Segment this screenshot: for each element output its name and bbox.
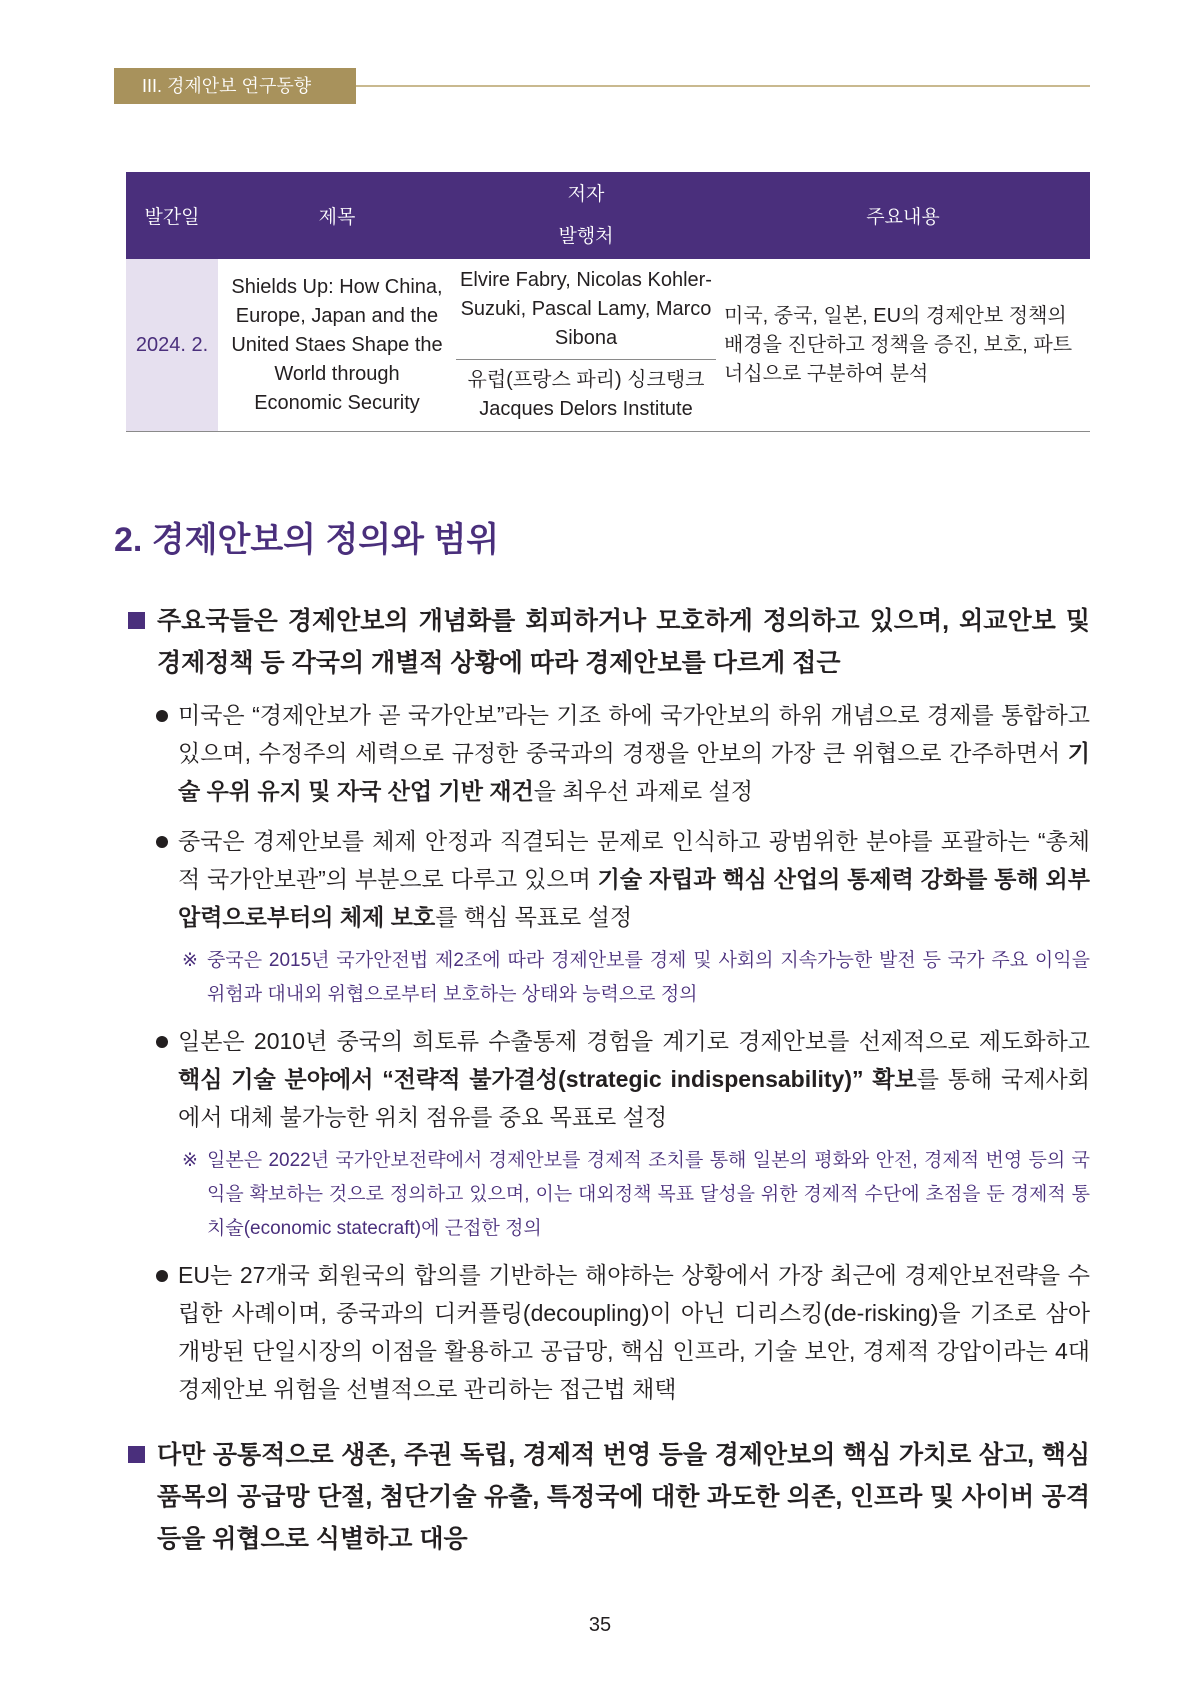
bullet-us-bold: 기술 우위 유지 및 자국 산업 기반 재건 <box>178 740 1090 804</box>
bullet-china-bold: 기술 자립과 핵심 산업의 통제력 강화를 통해 외부 압력으로부터의 체제 보호 <box>178 866 1090 930</box>
publication-table <box>126 172 1090 432</box>
header-divider <box>356 85 1090 87</box>
table-header-row <box>126 172 1090 259</box>
cell-author-publisher <box>456 259 716 432</box>
header-date: 발간일 <box>126 172 218 259</box>
cell-publisher-line1: 유럽(프랑스 파리) 싱크탱크 <box>467 369 705 391</box>
cell-date: 2024. 2. <box>126 259 218 432</box>
header-author-publisher <box>456 172 716 259</box>
section-header-tag: III. 경제안보 연구동향 <box>114 68 356 104</box>
key-point-2 <box>128 1434 1090 1560</box>
main-content <box>128 600 1090 1572</box>
header-title: 제목 <box>218 172 456 259</box>
page-number: 35 <box>588 1614 612 1636</box>
bullet-china-tail: 를 핵심 목표로 설정 <box>435 904 633 930</box>
reference-mark-icon: ※ <box>182 950 198 971</box>
circle-bullet-icon <box>156 1270 168 1282</box>
bullet-us-tail: 을 최우선 과제로 설정 <box>533 778 753 804</box>
cell-summary: 미국, 중국, 일본, EU의 경제안보 정책의 배경을 진단하고 정책을 증진, 보호, 파트너십으로 구분하여 분석 <box>716 259 1090 432</box>
circle-bullet-icon <box>156 710 168 722</box>
cell-publisher-line2: Jacques Delors Institute <box>479 398 693 420</box>
header-publisher: 발행처 <box>558 225 614 247</box>
cell-title: Shields Up: How China, Europe, Japan and the United Staes Shape the World through Economic Security <box>218 259 456 432</box>
bullet-us <box>128 696 1090 810</box>
note-japan <box>128 1144 1090 1246</box>
bullet-eu-text: EU는 27개국 회원국의 합의를 기반하는 해야하는 상황에서 가장 최근에 경제안보전략을 수립한 사례이며, 중국과의 디커플링(decoupling)이 아닌 디리스킹(de-risking)을 기조로 삼아 개방된 단일시장의 이점을 활용하고 공급망, 핵심 인프라, 기술 보안, 경제적 강압이라는 4대 경제안보 위험을 선별적으로 관리하는 접근법 채택 <box>178 1262 1090 1402</box>
table-row <box>126 259 1090 432</box>
bullet-japan-text: 일본은 2010년 중국의 희토류 수출통제 경험을 계기로 경제안보를 선제적으로 제도화하고 <box>178 1028 1090 1054</box>
header-summary: 주요내용 <box>716 172 1090 259</box>
note-japan-text: 일본은 2022년 국가안보전략에서 경제안보를 경제적 조치를 통해 일본의 평화와 안전, 경제적 번영 등의 국익을 확보하는 것으로 정의하고 있으며, 이는 대외정책 목표 달성을 위한 경제적 수단에 초점을 둔 경제적 통치술(economic statecraft)에 근접한 정의 <box>207 1150 1090 1239</box>
bullet-us-text: 미국은 “경제안보가 곧 국가안보”라는 기조 하에 국가안보의 하위 개념으로 경제를 통합하고 있으며, 수정주의 세력으로 규정한 중국과의 경쟁을 안보의 가장 큰 위협으로 간주하면서 <box>178 702 1090 766</box>
circle-bullet-icon <box>156 836 168 848</box>
bullet-japan-bold: 핵심 기술 분야에서 “전략적 불가결성(strategic indispensability)” 확보 <box>178 1066 917 1092</box>
reference-mark-icon: ※ <box>182 1150 198 1171</box>
circle-bullet-icon <box>156 1036 168 1048</box>
header-author: 저자 <box>567 183 605 205</box>
square-bullet-icon <box>128 612 145 629</box>
section-title: 2. 경제안보의 정의와 범위 <box>114 521 500 559</box>
note-china <box>128 944 1090 1012</box>
note-china-text: 중국은 2015년 국가안전법 제2조에 따라 경제안보를 경제 및 사회의 지속가능한 발전 등 국가 주요 이익을 위험과 대내외 위협으로부터 보호하는 상태와 능력으로 정의 <box>207 950 1090 1005</box>
key-point-1 <box>128 600 1090 684</box>
key-point-2-text: 다만 공통적으로 생존, 주권 독립, 경제적 번영 등을 경제안보의 핵심 가치로 삼고, 핵심 품목의 공급망 단절, 첨단기술 유출, 특정국에 대한 과도한 의존, 인프라 및 사이버 공격 등을 위협으로 식별하고 대응 <box>157 1441 1090 1553</box>
cell-authors: Elvire Fabry, Nicolas Kohler-Suzuki, Pascal Lamy, Marco Sibona <box>456 266 716 360</box>
square-bullet-icon <box>128 1446 145 1463</box>
bullet-japan <box>128 1022 1090 1136</box>
key-point-1-text: 주요국들은 경제안보의 개념화를 회피하거나 모호하게 정의하고 있으며, 외교안보 및 경제정책 등 각국의 개별적 상황에 따라 경제안보를 다르게 접근 <box>157 607 1090 677</box>
bullet-china-text: 중국은 경제안보를 체제 안정과 직결되는 문제로 인식하고 광범위한 분야를 포괄하는 “총체적 국가안보관”의 부분으로 다루고 있으며 <box>178 828 1090 892</box>
bullet-eu <box>128 1256 1090 1408</box>
bullet-japan-tail: 를 통해 국제사회에서 대체 불가능한 위치 점유를 중요 목표로 설정 <box>178 1066 1090 1130</box>
bullet-china <box>128 822 1090 936</box>
